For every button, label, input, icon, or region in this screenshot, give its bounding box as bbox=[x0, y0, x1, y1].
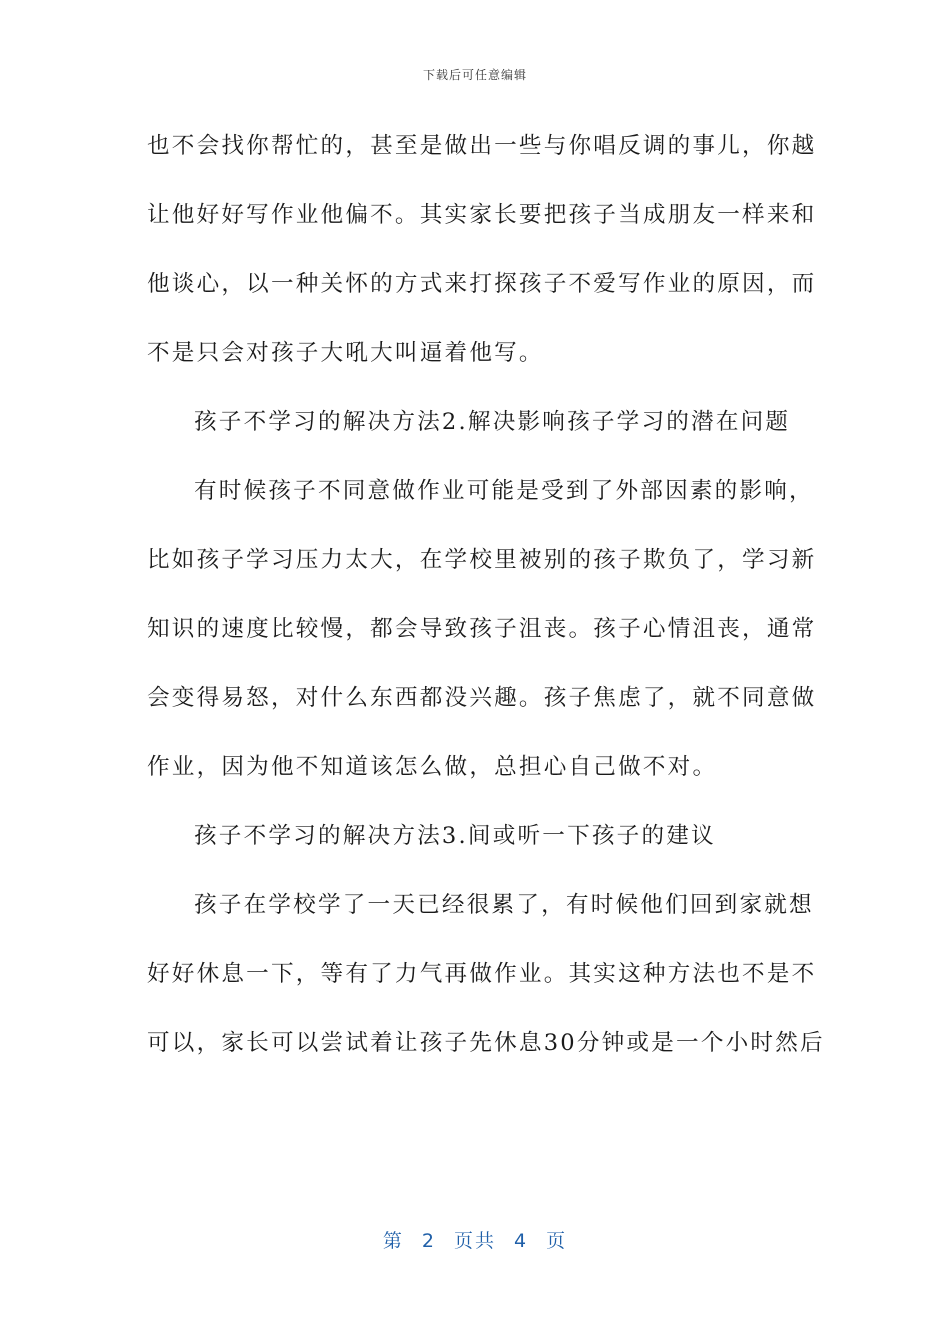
paragraph-line: 孩子在学校学了一天已经很累了，有时候他们回到家就想 bbox=[194, 892, 814, 918]
paragraph-line: 可以，家长可以尝试着让孩子先休息30分钟或是一个小时然后 bbox=[147, 1030, 825, 1056]
section-heading: 孩子不学习的解决方法2.解决影响孩子学习的潜在问题 bbox=[194, 409, 791, 435]
paragraph-line: 也不会找你帮忙的，甚至是做出一些与你唱反调的事儿，你越 bbox=[147, 133, 817, 159]
paragraph-line: 好好休息一下，等有了力气再做作业。其实这种方法也不是不 bbox=[147, 961, 817, 987]
header-note: 下载后可任意编辑 bbox=[422, 68, 527, 82]
paragraph-line: 比如孩子学习压力太大，在学校里被别的孩子欺负了，学习新 bbox=[147, 547, 817, 573]
document-body bbox=[147, 122, 825, 1088]
section-heading: 孩子不学习的解决方法3.间或听一下孩子的建议 bbox=[194, 823, 716, 849]
paragraph-line: 不是只会对孩子大吼大叫逼着他写。 bbox=[147, 340, 544, 366]
paragraph-line: 作业，因为他不知道该怎么做，总担心自己做不对。 bbox=[147, 754, 718, 780]
page-number-footer: 第 2 页共 4 页 bbox=[382, 1230, 568, 1252]
paragraph-line: 会变得易怒，对什么东西都没兴趣。孩子焦虑了，就不同意做 bbox=[147, 685, 817, 711]
paragraph-line: 他谈心，以一种关怀的方式来打探孩子不爱写作业的原因，而 bbox=[147, 271, 817, 297]
paragraph-line: 有时候孩子不同意做作业可能是受到了外部因素的影响， bbox=[194, 478, 814, 504]
paragraph-line: 让他好好写作业他偏不。其实家长要把孩子当成朋友一样来和 bbox=[147, 202, 817, 228]
paragraph-line: 知识的速度比较慢，都会导致孩子沮丧。孩子心情沮丧，通常 bbox=[147, 616, 817, 642]
